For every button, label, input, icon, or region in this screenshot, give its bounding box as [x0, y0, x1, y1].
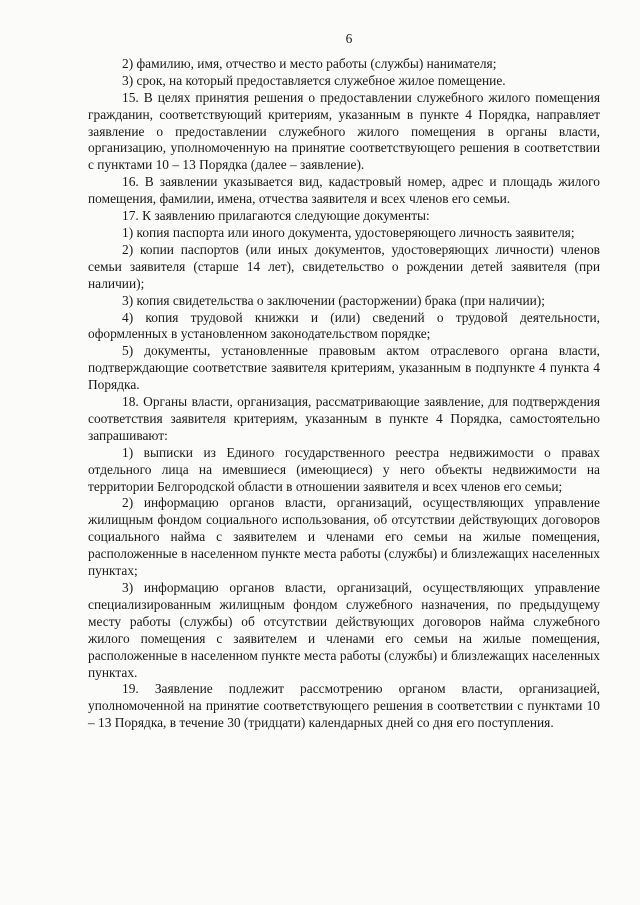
paragraph-17-item-3: 3) копия свидетельства о заключении (расторжении) брака (при наличии); [122, 292, 545, 308]
paragraph-15: 15. В целях принятия решения о предоставлении служебного жилого помещения гражданин, соответствующий критериям, указанным в пункте 4 Порядка, направляет заявление о предоставлении служебного жилого помещения в органы власти, организацию, уполномоченную на принятие соответствующего решения в соответствии с пунктами 10 – 13 Порядка (далее – заявление). [88, 89, 600, 173]
paragraph-18: 18. Органы власти, организация, рассматривающие заявление, для подтверждения соответствия заявителя критериям, указанным в пункте 4 Порядка, самостоятельно запрашивают: [88, 394, 600, 443]
item-3-term: 3) срок, на который предоставляется служебное жилое помещение. [122, 72, 506, 88]
paragraph-19: 19. Заявление подлежит рассмотрению органом власти, организацией, уполномоченной на принятие соответствующего решения в соответствии с пунктами 10 – 13 Порядка, в течение 30 (тридцати) календарных дней со дня его поступления. [88, 681, 600, 731]
paragraph-17-item-2: 2) копии паспортов (или иных документов, удостоверяющих личности) членов семьи заявителя (старше 14 лет), свидетельство о рождении детей заявителя (при наличии); [88, 241, 600, 291]
paragraph-17-item-5: 5) документы, установленные правовым актом отраслевого органа власти, подтверждающие соответствие заявителя критериям, указанным в подпункте 4 пункта 4 Порядка. [88, 343, 600, 393]
paragraph-17-item-4: 4) копия трудовой книжки и (или) сведений о трудовой деятельности, оформленных в установленном законодательством порядке; [88, 309, 600, 342]
page-number: 6 [345, 31, 353, 46]
paragraph-17-item-1: 1) копия паспорта или иного документа, удостоверяющего личность заявителя; [122, 224, 575, 240]
paragraph-18-item-3: 3) информацию органов власти, организаций, осуществляющих управление специализированным жилищным фондом служебного назначения, по предыдущему месту работы (службы) об отсутствии действующих договоров найма служебного жилого помещения с заявителем и членами его семьи на жилые помещения, расположенные в населенном пункте места работы (службы) и близлежащих населенных пунктах. [88, 580, 600, 680]
paragraph-18-item-2: 2) информацию органов власти, организаций, осуществляющих управление жилищным фондом социального использования, об отсутствии действующих договоров социального найма с заявителем и членами его семьи на жилые помещения, расположенные в населенном пункте места работы (службы) и близлежащих населенных пунктах; [88, 495, 600, 579]
paragraph-17: 17. К заявлению прилагаются следующие документы: [122, 208, 430, 224]
paragraph-16: 16. В заявлении указывается вид, кадастровый номер, адрес и площадь жилого помещения, фамилии, имена, отчества заявителя и всех членов его семьи. [88, 174, 600, 207]
item-2-surname-name: 2) фамилию, имя, отчество и место работы (службы) нанимателя; [122, 55, 497, 71]
paragraph-18-item-1: 1) выписки из Единого государственного реестра недвижимости о правах отдельного лица на имевшиеся (имеющиеся) у него объекты недвижимости на территории Белгородской области в отношении заявителя и всех членов его семьи; [88, 444, 600, 494]
